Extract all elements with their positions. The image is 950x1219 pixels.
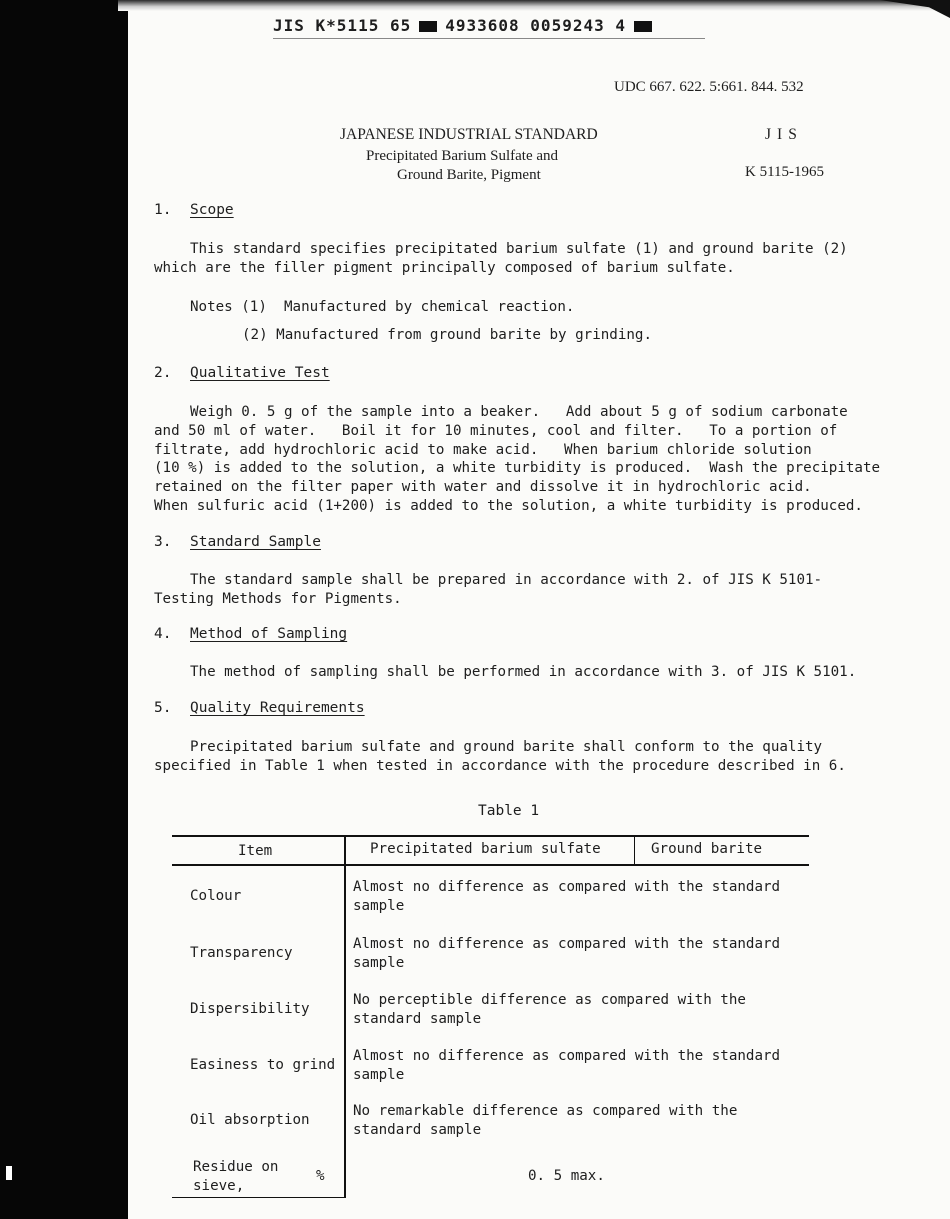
table-row-value: 0. 5 max. [528, 1168, 605, 1184]
table-header-precipitated: Precipitated barium sulfate [370, 841, 601, 857]
section-4-text: The method of sampling shall be performed in accordance with 3. of JIS K 5101. [190, 664, 857, 680]
table-row-item: Transparency [190, 945, 293, 961]
table-bottom-rule [172, 1197, 346, 1198]
header-code [273, 16, 660, 35]
note-1-text: Manufactured by chemical reaction. [283, 299, 575, 315]
table-header-divider [634, 835, 635, 865]
note-2-text: Manufactured from ground barite by grinding. [276, 327, 653, 343]
section-1-text [154, 240, 848, 278]
section-4-number: 4. [154, 626, 172, 642]
section-2-text [154, 403, 880, 516]
table-header-item: Item [238, 843, 273, 859]
section-1-body: This standard specifies precipitated barium sulfate (1) and ground barite (2) which are the filler pigment principally composed of barium sulfate. [154, 241, 848, 276]
note-2-ref: (2) [242, 327, 268, 343]
notes-line-2 [242, 326, 652, 345]
black-block-icon [634, 21, 652, 32]
standard-number: K 5115-1965 [745, 164, 825, 180]
section-2-title: Qualitative Test [190, 365, 330, 381]
table-row-item: Residue on sieve, [193, 1159, 279, 1194]
table-header-rule [172, 864, 809, 866]
table-header-ground: Ground barite [651, 841, 763, 857]
section-5-number: 5. [154, 700, 172, 716]
header-code-part2: 4933608 0059243 4 [445, 16, 626, 35]
standard-subtitle-line2: Ground Barite, Pigment [397, 167, 541, 183]
notes-line-1 [190, 298, 574, 317]
standard-subtitle-line1: Precipitated Barium Sulfate and [366, 148, 559, 164]
section-5-text [154, 738, 846, 776]
section-4-title: Method of Sampling [190, 626, 348, 642]
table-row-item: Easiness to grind [190, 1057, 336, 1073]
table-row-value: Almost no difference as compared with the standard sample [353, 879, 781, 914]
table-row-item: Oil absorption [190, 1112, 310, 1128]
table-row-value: Almost no difference as compared with the standard sample [353, 936, 781, 971]
section-2-body: Weigh 0. 5 g of the sample into a beaker. Add about 5 g of sodium carbonate and 50 ml of water. Boil it for 10 minutes, cool and filter. To a portion of filtrate, add hydrochloric acid to make acid. When barium chloride solution (10 %) is added to the solution, a white turbidity is produced. Wash the precipitate retained on the filter paper with water and dissolve it in hydrochloric acid. When sulfuric acid (1+200) is added to the solution, a white turbidity is produced. [154, 404, 881, 514]
section-2-number: 2. [154, 365, 172, 381]
black-block-icon [419, 21, 437, 32]
scan-top-edge [118, 0, 950, 11]
udc-number: UDC 667. 622. 5:661. 844. 532 [614, 79, 804, 95]
header-rule [273, 38, 705, 39]
table-row-value: No remarkable difference as compared with the standard sample [353, 1103, 738, 1138]
section-1-title: Scope [190, 202, 234, 218]
section-3-text [154, 571, 822, 609]
scan-mark [6, 1166, 12, 1180]
section-1-number: 1. [154, 202, 172, 218]
table-top-rule [172, 835, 809, 837]
table-row-item: Colour [190, 888, 242, 904]
table-row-value: Almost no difference as compared with the standard sample [353, 1048, 781, 1083]
table-row-unit: % [316, 1168, 325, 1184]
section-3-body: The standard sample shall be prepared in accordance with 2. of JIS K 5101- Testing Methods for Pigments. [154, 572, 823, 607]
table-row-value: No perceptible difference as compared with the standard sample [353, 992, 746, 1027]
standard-title: JAPANESE INDUSTRIAL STANDARD [340, 126, 598, 143]
table-column-divider [344, 835, 346, 1198]
section-3-title: Standard Sample [190, 534, 321, 550]
jis-mark: JIS [765, 126, 803, 143]
note-1-ref: (1) [241, 299, 267, 315]
section-5-title: Quality Requirements [190, 700, 365, 716]
table-row-item: Dispersibility [190, 1001, 310, 1017]
scan-dark-margin [0, 0, 128, 1219]
table-1-title: Table 1 [478, 803, 540, 819]
section-3-number: 3. [154, 534, 172, 550]
header-code-part1: JIS K*5115 65 [273, 16, 412, 35]
notes-label: Notes [190, 299, 233, 315]
section-5-body: Precipitated barium sulfate and ground barite shall conform to the quality specified in Table 1 when tested in accordance with the procedure described in 6. [154, 739, 846, 774]
